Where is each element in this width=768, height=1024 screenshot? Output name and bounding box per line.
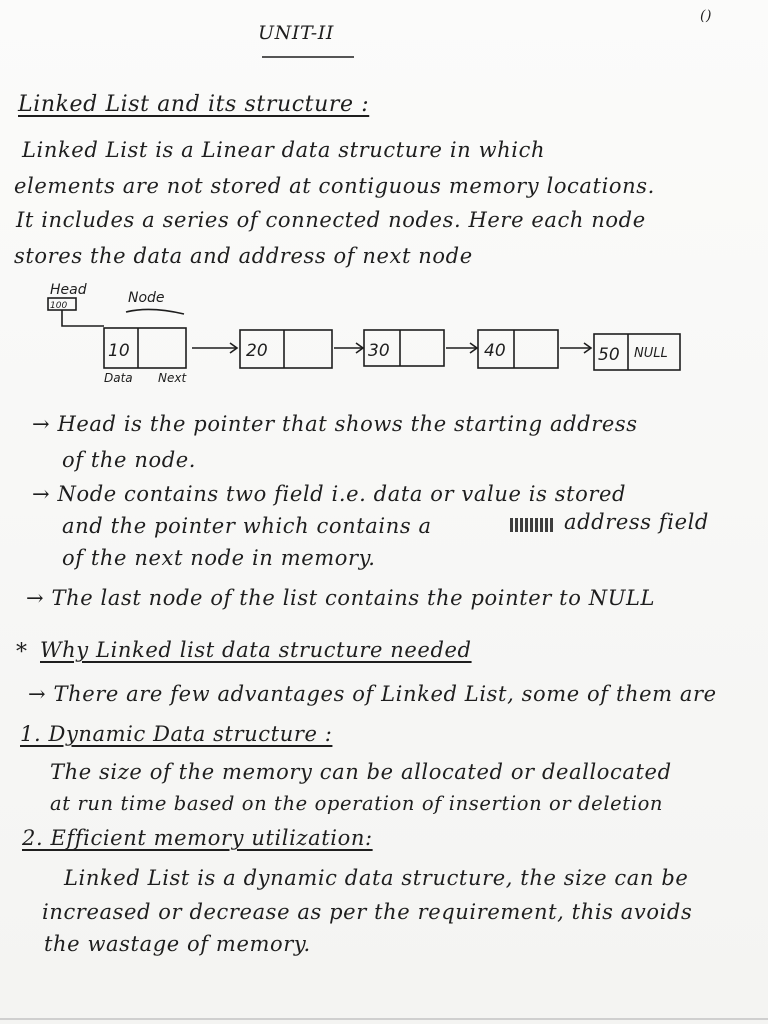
point-head-line-2: of the node.	[62, 448, 197, 472]
null-label: NULL	[634, 346, 668, 361]
item1-line-2: at run time based on the operation of insertion or deletion	[50, 792, 664, 815]
item2-line-3: the wastage of memory.	[44, 932, 311, 956]
head-value: 100	[50, 301, 68, 311]
item2-line-1: Linked List is a dynamic data structure, the size can be	[64, 866, 689, 890]
item2-line-2: increased or decrease as per the requirement, this avoids	[42, 900, 693, 924]
head-label: Head	[50, 282, 87, 298]
section-heading-linked-list: Linked List and its structure :	[18, 92, 370, 117]
paragraph-line-2: elements are not stored at contiguous memory locations.	[14, 174, 655, 198]
page-number-mark: ()	[700, 8, 713, 24]
point-last-node: → The last node of the list contains the pointer to NULL	[26, 586, 656, 610]
paragraph-line-4: stores the data and address of next node	[14, 244, 473, 268]
unit-title: UNIT-II	[258, 22, 334, 44]
node-label: Node	[128, 290, 165, 306]
data-label: Data	[104, 371, 133, 385]
node-brace	[126, 309, 184, 314]
node-value-4: 40	[484, 341, 506, 361]
item2-title: 2. Efficient memory utilization:	[22, 826, 373, 850]
head-pointer-line	[62, 310, 104, 326]
point-node-line-1: → Node contains two field i.e. data or value is stored	[32, 482, 627, 506]
scribbled-out-word	[510, 518, 554, 532]
next-label: Next	[158, 371, 187, 385]
paragraph-line-3: It includes a series of connected nodes. Here each node	[16, 208, 646, 232]
advantages-intro: → There are few advantages of Linked List, some of them are	[28, 682, 717, 706]
point-node-line-3: of the next node in memory.	[62, 546, 376, 570]
item1-title: 1. Dynamic Data structure :	[20, 722, 333, 746]
point-head-line-1: → Head is the pointer that shows the starting address	[32, 412, 638, 436]
page-bottom-edge	[0, 1018, 768, 1020]
point-node-line-2: and the pointer which contains a	[62, 514, 432, 538]
item1-line-1: The size of the memory can be allocated or deallocated	[50, 760, 672, 784]
node-value-5: 50	[598, 345, 620, 365]
node-value-3: 30	[368, 341, 390, 361]
node-value-1: 10	[108, 341, 130, 361]
paragraph-line-1: Linked List is a Linear data structure in which	[22, 138, 546, 162]
node-value-2: 20	[246, 341, 268, 361]
point-node-line-2b: address field	[564, 510, 709, 534]
section2-star: *	[16, 640, 28, 665]
section-heading-why-linked-list: Why Linked list data structure needed	[40, 638, 472, 662]
